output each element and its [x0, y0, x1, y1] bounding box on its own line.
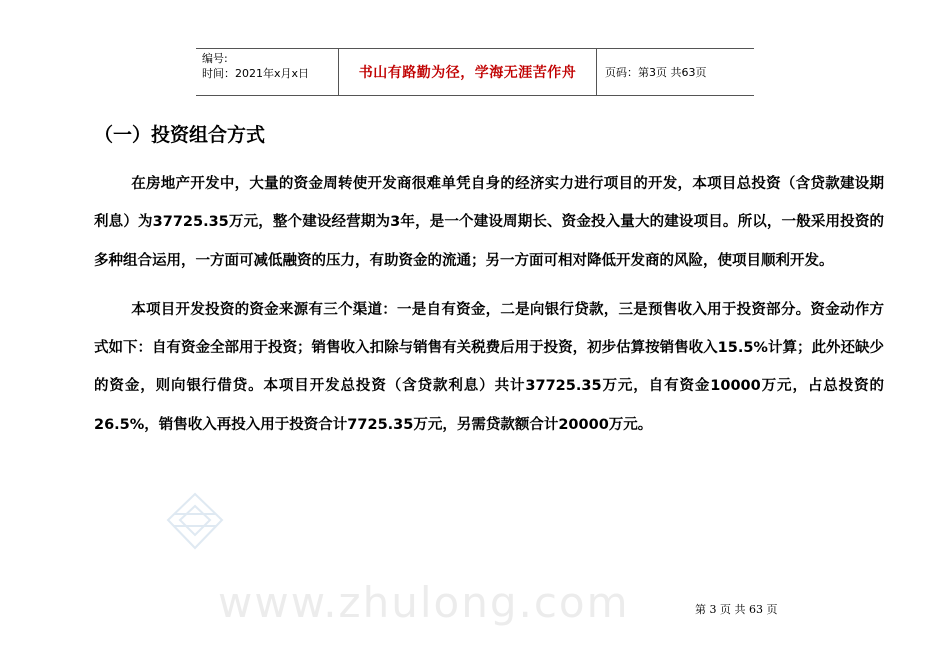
- paragraph-1-text: 在房地产开发中，大量的资金周转使开发商很难单凭自身的经济实力进行项目的开发，本项目总投资（含贷款建设期利息）为37725.35万元，整个建设经营期为3年，是一个建设周期长、资金投入量大的建设项目。所以，一般采用投资的多种组合运用，一方面可减低融资的压力，有助资金的流通；另一方面可相对降低开发商的风险，使项目顺利开发。: [94, 176, 884, 269]
- body-text: [94, 165, 884, 444]
- time-label: 时间：2021年x月x日: [202, 67, 310, 80]
- footer-page-number: 第 3 页 共 63 页: [695, 603, 778, 616]
- header-motto-cell: [339, 49, 597, 95]
- section-title: （一）投资组合方式: [94, 124, 266, 146]
- paragraph-2-text: 本项目开发投资的资金来源有三个渠道：一是自有资金，二是向银行贷款，三是预售收入用于投资部分。资金动作方式如下：自有资金全部用于投资；销售收入扣除与销售有关税费后用于投资，初步估算按销售收入15.5%计算；此外还缺少的资金，则向银行借贷。本项目开发总投资（含贷款利息）共计37725.35万元，自有资金10000万元，占总投资的26.5%，销售收入再投入用于投资合计7725.35万元，另需贷款额合计20000万元。: [94, 301, 884, 433]
- paragraph-2: [94, 291, 884, 444]
- paragraph-1: [94, 165, 884, 280]
- motto-text: 书山有路勤为径，学海无涯苦作舟: [358, 65, 577, 81]
- header-table: [196, 48, 754, 96]
- page-code: 页码：第3页 共63页: [605, 65, 707, 79]
- watermark-logo-icon: [160, 488, 230, 558]
- header-left-cell: [196, 49, 339, 95]
- watermark-text: www.zhulong.com: [218, 578, 630, 627]
- header-page-cell: [597, 49, 754, 95]
- serial-label: 编号:: [202, 52, 228, 65]
